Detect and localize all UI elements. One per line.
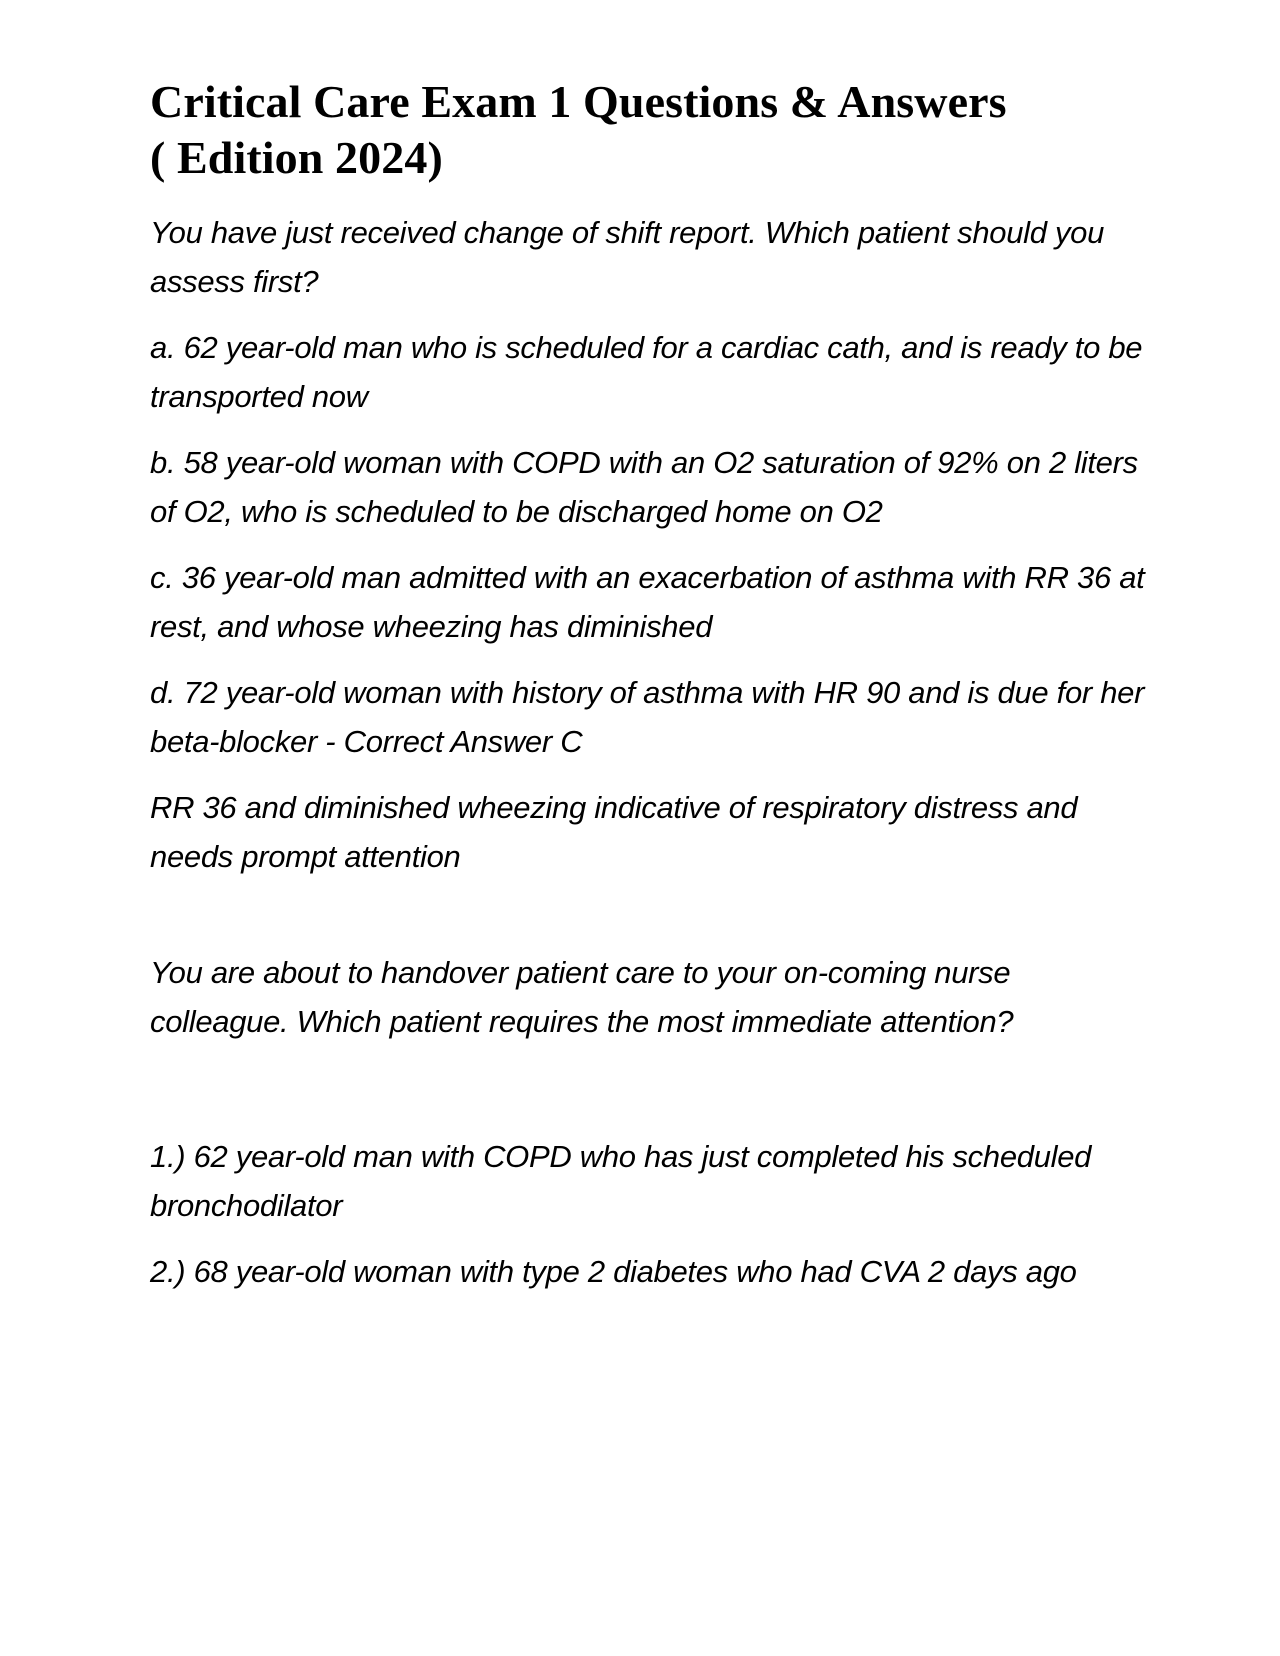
question-2-option-1: 1.) 62 year-old man with COPD who has just completed his scheduled bronchodilator (150, 1139, 1092, 1223)
question-2-option-2: 2.) 68 year-old woman with type 2 diabetes who had CVA 2 days ago (150, 1254, 1077, 1289)
title-line-2: ( Edition 2024) (150, 132, 443, 183)
question-2-stem: You are about to handover patient care to your on-coming nurse colleague. Which patient requires the most immediate attention? (150, 955, 1014, 1039)
question-1-stem: You have just received change of shift report. Which patient should you assess first? (150, 215, 1105, 299)
document-page (150, 74, 1150, 1313)
question-1-option-a: a. 62 year-old man who is scheduled for a cardiac cath, and is ready to be transported now (150, 330, 1143, 414)
question-1-option-c: c. 36 year-old man admitted with an exacerbation of asthma with RR 36 at rest, and whose wheezing has diminished (150, 560, 1145, 644)
question-1-rationale: RR 36 and diminished wheezing indicative of respiratory distress and needs prompt attention (150, 790, 1078, 874)
document-title (150, 74, 1150, 186)
question-1-option-d: d. 72 year-old woman with history of asthma with HR 90 and is due for her beta-blocker - Correct Answer C (150, 675, 1145, 759)
question-1-option-b: b. 58 year-old woman with COPD with an O2 saturation of 92% on 2 liters of O2, who is scheduled to be discharged home on O2 (150, 445, 1138, 529)
title-line-1: Critical Care Exam 1 Questions & Answers (150, 76, 1007, 127)
